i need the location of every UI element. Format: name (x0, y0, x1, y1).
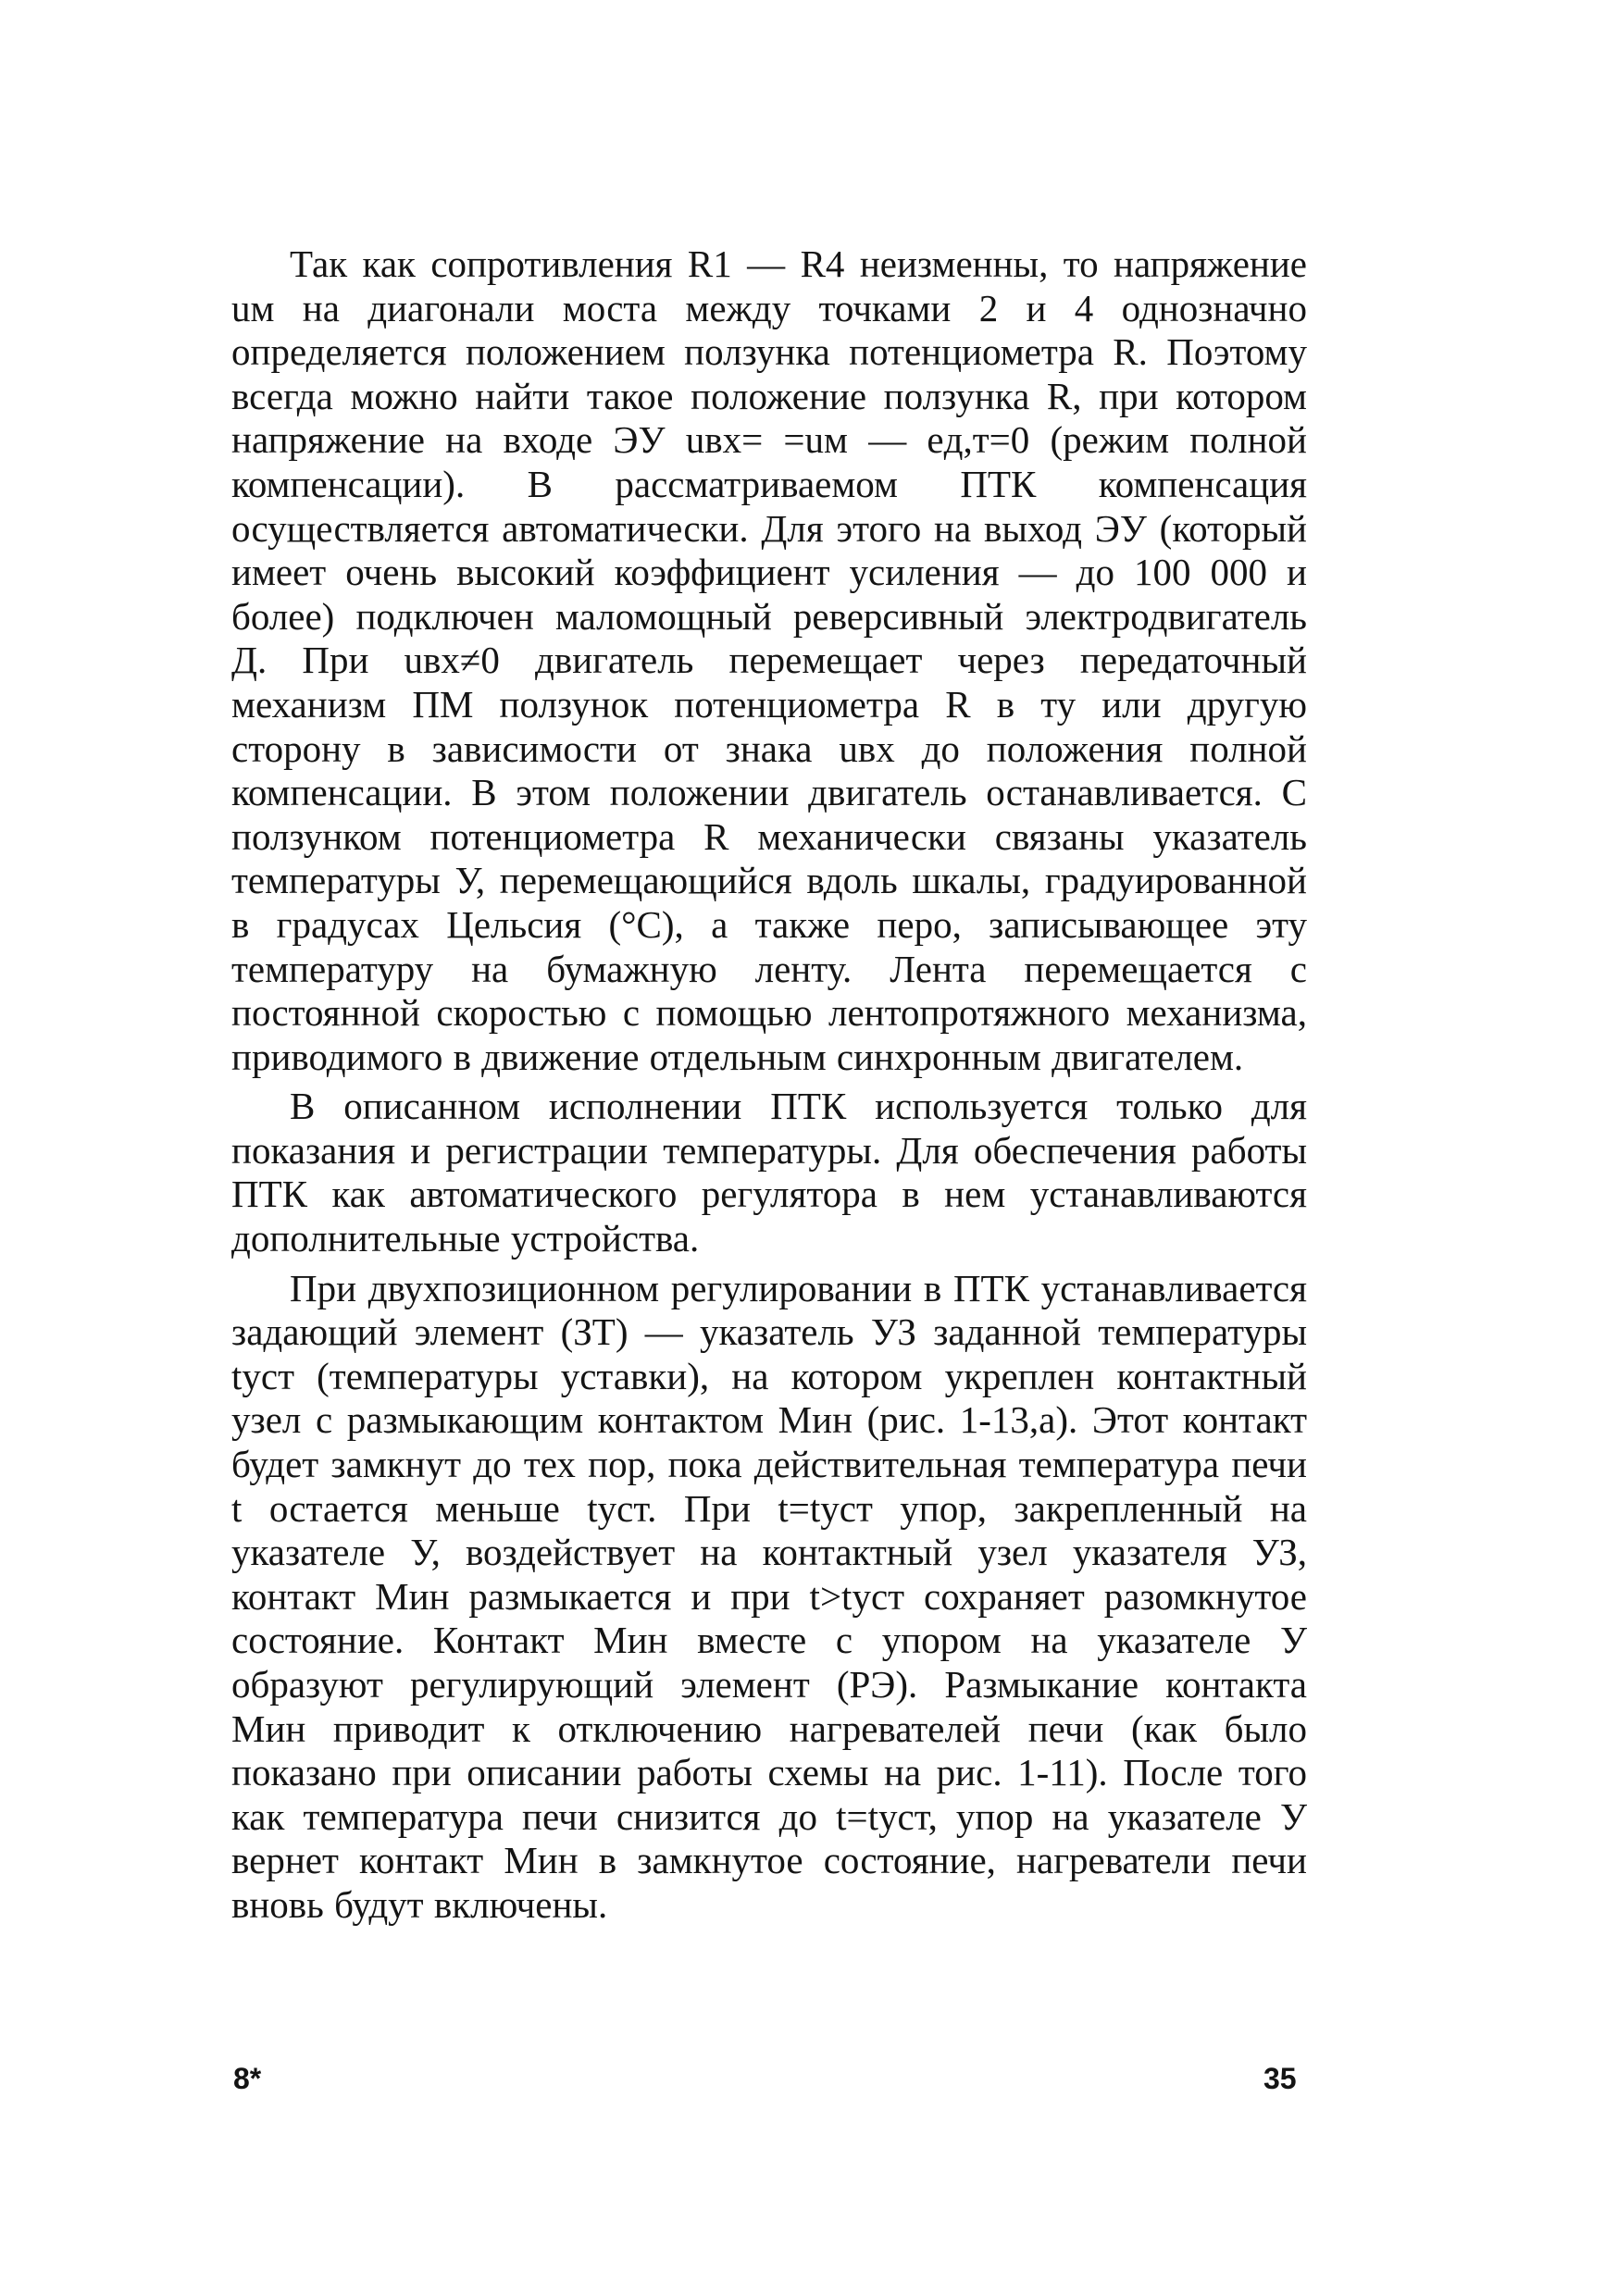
paragraph-3: При двухпозиционном регулировании в ПТК устанавливается задающий элемент (ЗТ) — указатель УЗ заданной температуры tуст (температуры уставки), на котором укреплен контактный узел с размыкающим контактом Мин (рис. 1-13,а). Этот контакт будет замкнут до тех пор, пока действительная температура печи t остается меньше tуст. При t=tуст упор, закрепленный на указателе У, воздействует на контактный узел указателя УЗ, контакт Мин размыкается и при t>tуст сохраняет разомкнутое состояние. Контакт Мин вместе с упором на указателе У образуют регулирующий элемент (РЭ). Размыкание контакта Мин приводит к отключению нагревателей печи (как было показано при описании работы схемы на рис. 1-11). После того как температура печи снизится до t=tуст, упор на указателе У вернет контакт Мин в замкнутое состояние, нагреватели печи вновь будут включены. (231, 1266, 1307, 1926)
signature-mark: 8* (233, 2062, 262, 2095)
paragraph-2: В описанном исполнении ПТК используется только для показания и регистрации температуры. Для обеспечения работы ПТК как автоматического регулятора в нем устанавливаются дополнительные устройства. (231, 1085, 1307, 1260)
body-text (231, 242, 1307, 1928)
paragraph-1: Так как сопротивления R1 — R4 неизменны, то напряжение uм на диагонали моста между точками 2 и 4 однозначно определяется положением ползунка потенциометра R. Поэтому всегда можно найти такое положение ползунка R, при котором напряжение на входе ЭУ uвх= =uм — eд,т=0 (режим полной компенсации). В рассматриваемом ПТК компенсация осуществляется автоматически. Для этого на выход ЭУ (который имеет очень высокий коэффициент усиления — до 100 000 и более) подключен маломощный реверсивный электродвигатель Д. При uвх≠0 двигатель перемещает через передаточный механизм ПМ ползунок потенциометра R в ту или другую сторону в зависимости от знака uвх до положения полной компенсации. В этом положении двигатель останавливается. С ползунком потенциометра R механически связаны указатель температуры У, перемещающийся вдоль шкалы, градуированной в градусах Цельсия (°С), а также перо, записывающее эту температуру на бумажную ленту. Лента перемещается с постоянной скоростью с помощью лентопротяжного механизма, приводимого в движение отдельным синхронным двигателем. (231, 242, 1307, 1078)
page-number: 35 (1263, 2062, 1297, 2095)
